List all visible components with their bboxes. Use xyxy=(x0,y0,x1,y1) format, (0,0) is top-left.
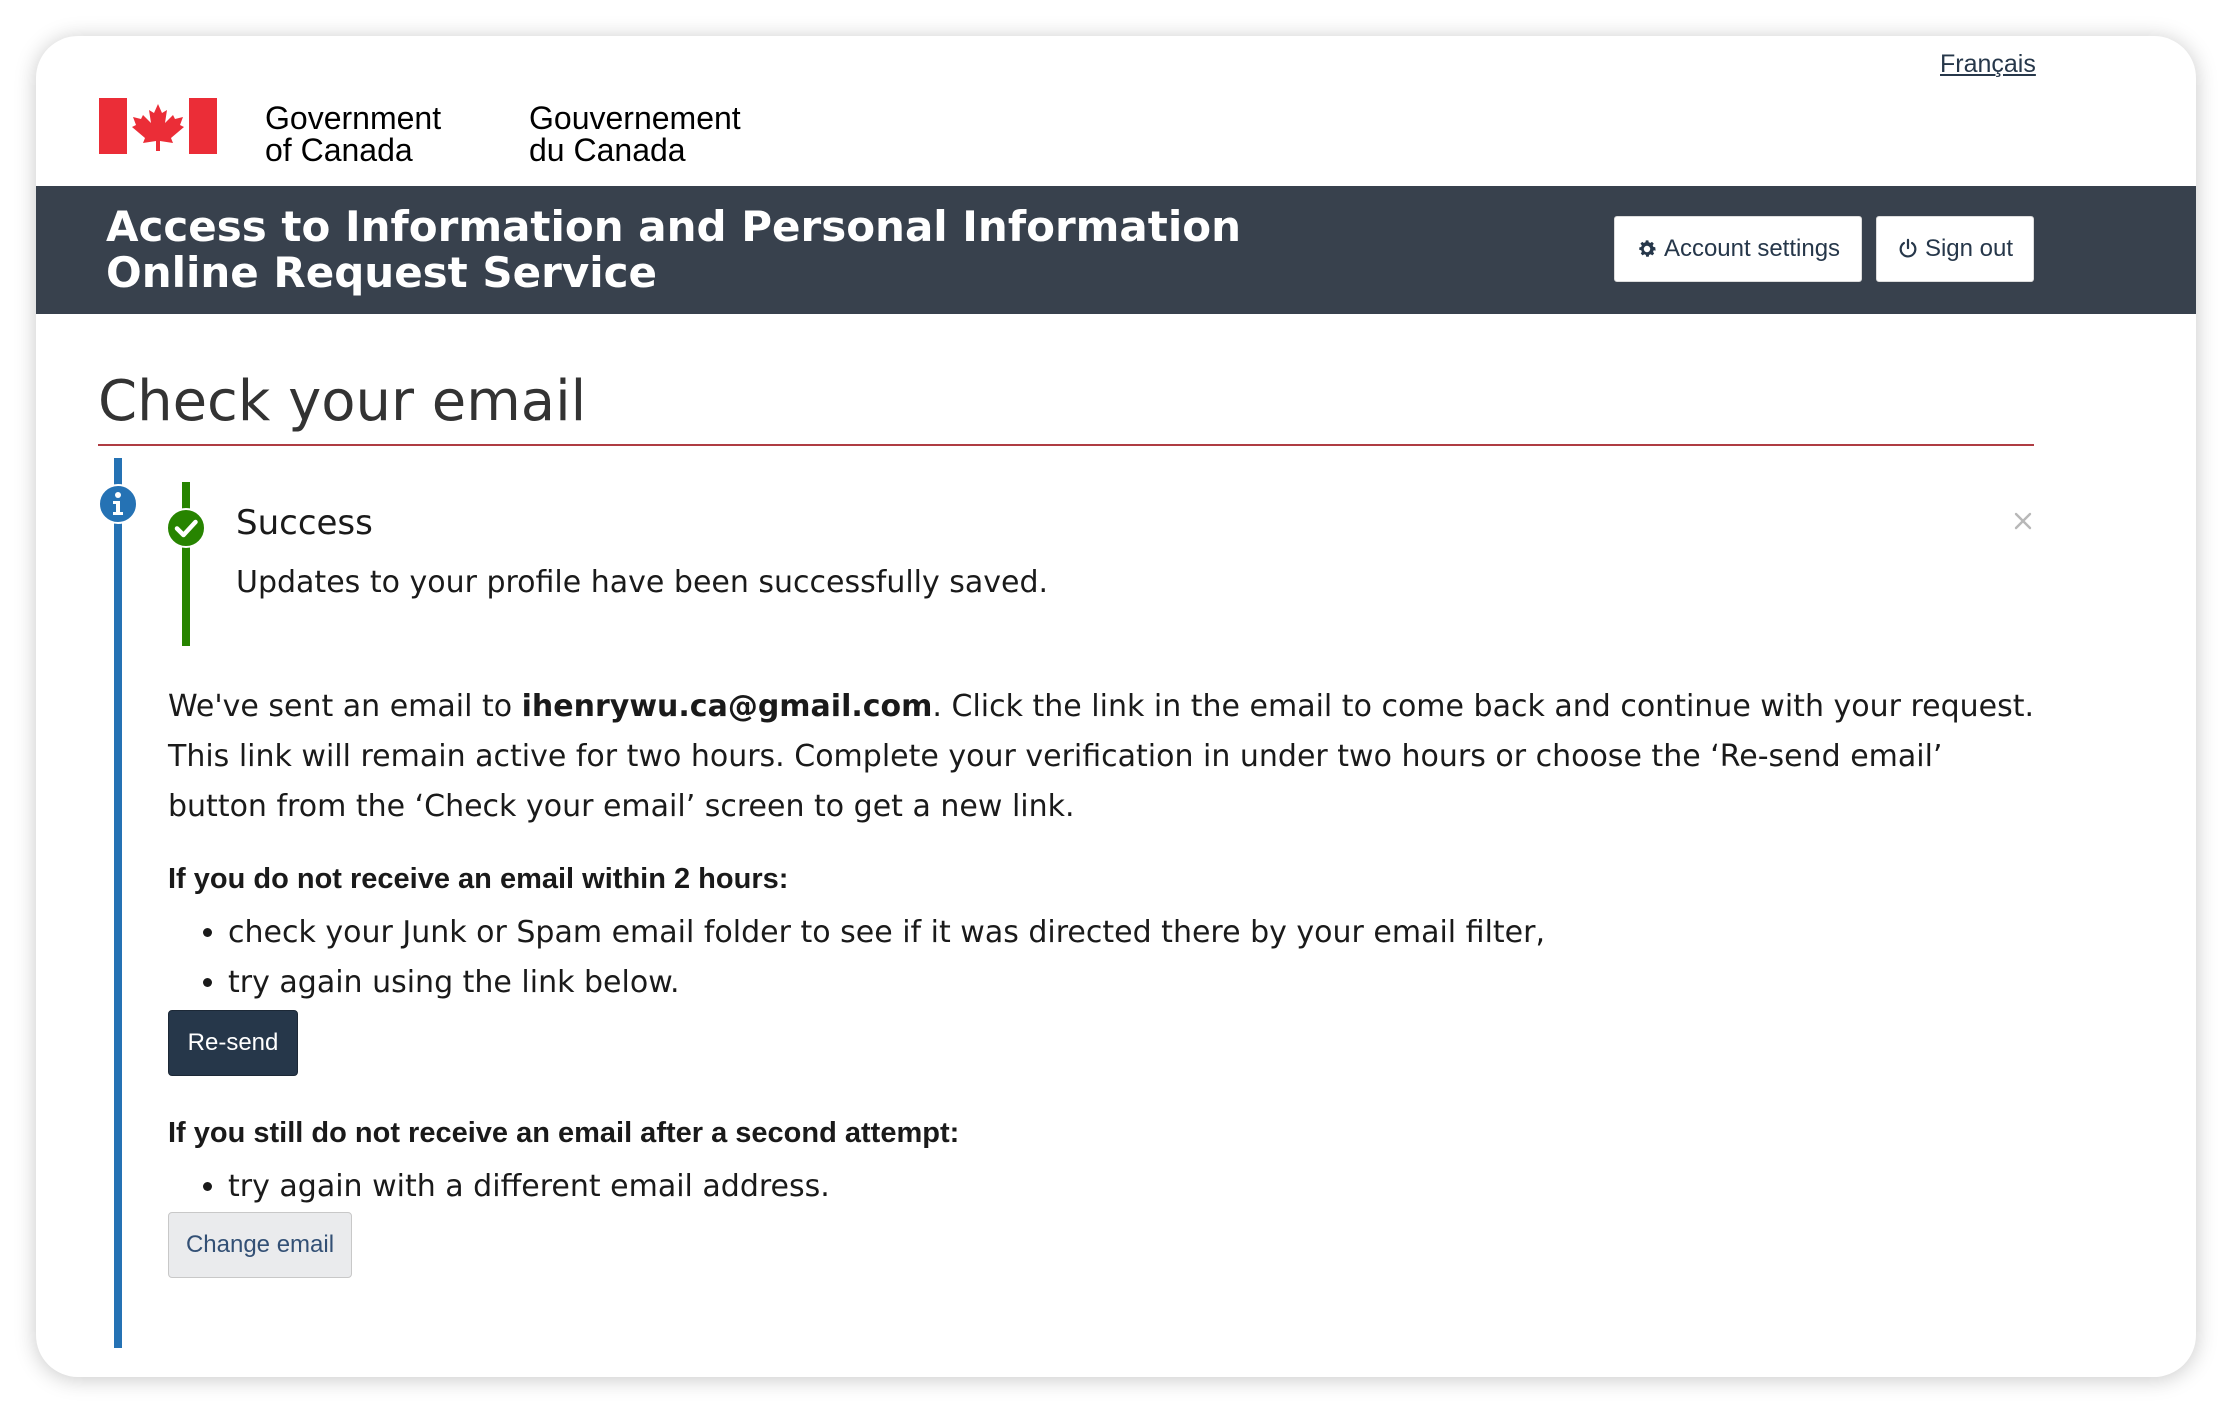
sign-out-label: Sign out xyxy=(1924,235,2014,262)
email-address: ihenrywu.ca@gmail.com xyxy=(521,689,933,724)
success-alert-bar xyxy=(182,482,190,646)
app-title-line1: Access to Information and Personal Information xyxy=(106,202,1242,251)
canada-flag-icon xyxy=(99,98,217,154)
signature-en-line2: of Canada xyxy=(265,132,413,168)
title-divider xyxy=(98,444,2034,446)
info-alert-bar xyxy=(114,458,122,1348)
email-sent-prefix: We've sent an email to xyxy=(168,689,522,724)
second-attempt-heading: If you still do not receive an email after a second attempt: xyxy=(168,1117,960,1149)
success-message: Updates to your profile have been successfully saved. xyxy=(236,565,1049,600)
gear-icon xyxy=(1636,238,1658,260)
email-sent-suffix: . Click the link in the email to come back and continue with your request. xyxy=(932,689,2035,724)
list-item: • check your Junk or Spam email folder to see if it was directed there by your email filter, xyxy=(228,908,2038,958)
signature-fr-line2: du Canada xyxy=(529,132,686,168)
email-sent-message xyxy=(168,682,2038,732)
app-title-line2: Online Request Service xyxy=(106,248,657,297)
account-settings-button[interactable] xyxy=(1614,216,1862,282)
app-title[interactable] xyxy=(106,204,1241,296)
info-icon xyxy=(98,484,138,524)
page-title: Check your email xyxy=(98,369,587,434)
browser-frame xyxy=(36,36,2196,1377)
signature-french xyxy=(529,102,741,166)
account-settings-label: Account settings xyxy=(1663,235,1841,262)
info-alert-content xyxy=(168,682,2038,1278)
list-item: • try again using the link below. xyxy=(228,958,2038,1008)
language-toggle-link[interactable]: Français xyxy=(1940,50,2036,78)
list-item: • try again with a different email address. xyxy=(228,1162,2038,1212)
app-title-bar xyxy=(36,186,2196,314)
success-heading: Success xyxy=(236,503,373,543)
check-circle-icon xyxy=(166,508,206,548)
second-attempt-list xyxy=(168,1162,2038,1212)
close-icon[interactable] xyxy=(2008,506,2038,536)
power-icon xyxy=(1897,238,1919,260)
signature-en-line1: Government xyxy=(265,100,442,136)
change-email-button[interactable]: Change email xyxy=(168,1212,352,1278)
signature-fr-line1: Gouvernement xyxy=(529,100,741,136)
resend-button[interactable]: Re-send xyxy=(168,1010,298,1076)
no-receive-heading: If you do not receive an email within 2 hours: xyxy=(168,863,789,895)
link-active-note: This link will remain active for two hours. Complete your verification in under two hours or choose the ‘Re-send email’ button from the ‘Check your email’ screen to get a new link. xyxy=(168,739,1943,824)
no-receive-list xyxy=(168,908,2038,1008)
signature-english xyxy=(265,102,441,166)
sign-out-button[interactable] xyxy=(1876,216,2034,282)
